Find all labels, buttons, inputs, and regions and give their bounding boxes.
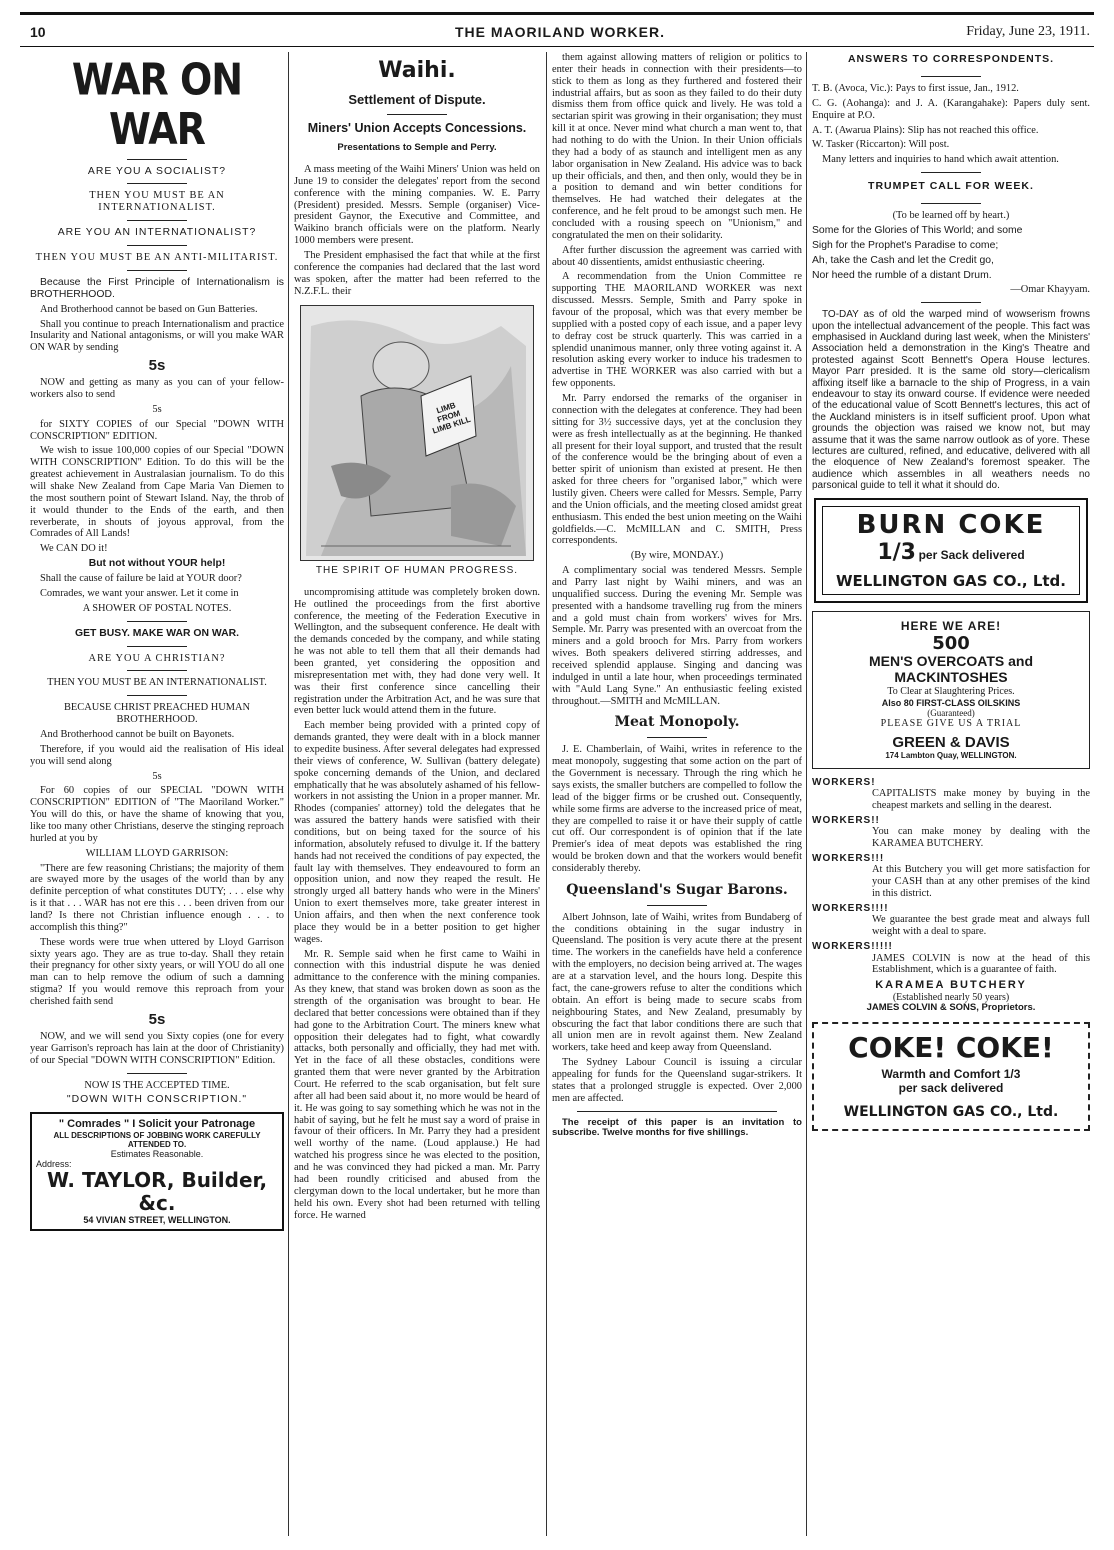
answer-item: T. B. (Avoca, Vic.): Pays to first issue, Jan., 1912. xyxy=(812,82,1019,94)
ad-line: PLEASE GIVE US A TRIAL xyxy=(880,718,1022,730)
paragraph: them against allowing matters of religion or politics to enter their heads in connection with their presidents—to stick to them as long as they furthered and fostered their industrial affairs, but as soon as they failed to do their duty dismiss them from office quick and lively. He was told a sectarian spirit was growing in their organisation; they must kill it at once. Never mind what church a man went to, that had nothing to do with the Union. In their Union officials they had a body of as staunch and intelligent men as any labor organisation in New Zealand. His advice was to back up their officials, and then, and then only, would they be in a position to demand and win better conditions for themselves. He had watched their delegates at the conference, and he felt proud to be amongst such men. He concluded with a rousing speech on "Unionism," and congratulated the men on their solidarity. xyxy=(552,52,802,241)
divider xyxy=(647,737,707,738)
column-divider xyxy=(288,52,289,1536)
verse-author: —Omar Khayyam. xyxy=(1010,284,1090,296)
workers-heading: WORKERS!!! xyxy=(812,853,885,865)
ad-price-note: per Sack delivered xyxy=(918,548,1025,563)
verse-line: Sigh for the Prophet's Paradise to come; xyxy=(812,239,999,251)
paragraph: Therefore, if you would aid the realisation of His ideal you will send along xyxy=(30,743,284,767)
paragraph: Because the First Principle of Internationalism is BROTHERHOOD. xyxy=(30,276,284,300)
verse-note: (To be learned off by heart.) xyxy=(892,210,1010,222)
ad-company: GREEN & DAVIS xyxy=(892,733,1010,751)
ad-price-line xyxy=(827,540,1075,565)
paragraph: for SIXTY COPIES of our Special "DOWN WITH CONSCRIPTION" EDITION. xyxy=(30,418,284,442)
divider xyxy=(127,670,187,671)
illustration-spirit-of-progress xyxy=(300,305,534,561)
divider xyxy=(127,220,187,221)
ad-line: Address: xyxy=(36,1159,72,1170)
header-rule xyxy=(20,46,1094,47)
column-waihi xyxy=(294,52,540,1538)
paragraph: Shall you continue to preach Internationalism and practice Insularity and National antagonisms, or will you make WAR ON WAR by sending xyxy=(30,318,284,354)
ad-line: " Comrades " I Solicit your Patronage xyxy=(58,1118,256,1131)
ad-address: 54 VIVIAN STREET, WELLINGTON. xyxy=(83,1215,231,1226)
paragraph: A recommendation from the Union Committee re supporting THE MAORILAND WORKER was next discussed. Messrs. Semple, Smith and Parry spoke in favour of the proposal, which was that every member be supplied with a posted copy of each issue, and a paper levy to defray cost be struck quarterly. This was carried in a splendid unanimous manner, only three voting against it. A resolution asking every worker to induce his tradesmen to advertise in THE WORKER was also carried with but a few opponents. xyxy=(552,271,802,390)
divider xyxy=(921,76,981,77)
paragraph: NOW and getting as many as you can of your fellow-workers also to send xyxy=(30,377,284,401)
divider xyxy=(127,270,187,271)
paragraph: After further discussion the agreement was carried with about 40 dissentients, amidst enthusiastic cheering. xyxy=(552,244,802,268)
workers-text: JAMES COLVIN is now at the head of this Establishment, which is a guarantee of faith. xyxy=(872,952,1090,976)
answer: THEN YOU MUST BE AN INTERNATIONALIST. xyxy=(47,677,267,689)
overcoat-advertisement xyxy=(812,611,1090,769)
article-headline: WAR ON WAR xyxy=(71,54,243,155)
subheadline: Presentations to Semple and Perry. xyxy=(337,142,497,154)
workers-heading: WORKERS!!!! xyxy=(812,903,889,915)
answer-item: A. T. (Awarua Plains): Slip has not reached this office. xyxy=(812,124,1039,136)
divider xyxy=(127,621,187,622)
divider xyxy=(577,1111,777,1112)
divider xyxy=(921,203,981,204)
paragraph: NOW, and we will send you Sixty copies (one for every year Garrison's reproach has lain at the door of Christianity) of our Special "DOWN WITH CONSCRIPTION" Edition. xyxy=(30,1030,284,1066)
slogan: NOW IS THE ACCEPTED TIME. xyxy=(84,1079,230,1091)
article-headline: Queensland's Sugar Barons. xyxy=(566,881,788,898)
coke-advertisement xyxy=(812,1022,1090,1131)
verse-line: Some for the Glories of This World; and some xyxy=(812,224,1023,236)
column-divider xyxy=(806,52,807,1536)
price: 5s xyxy=(148,357,166,375)
page-header xyxy=(30,24,1090,46)
section-title: TRUMPET CALL FOR WEEK. xyxy=(868,180,1034,193)
question: ARE YOU AN INTERNATIONALIST? xyxy=(57,227,257,239)
dateline: (By wire, MONDAY.) xyxy=(630,550,724,562)
paragraph: Each member being provided with a printed copy of demands granted, they were dealt with in a block manner to expedite business. After several delegates had expressed their views of conference, W. Sullivan (battery delegate) spoke concerning demands of the Union, and declared emphatically that he was absolutely ashamed of his fellow-workers in not assisting the Union in a proper manner. Mr. Rhodes (companies' attorney) told the delegates that he was assured the battery hands were satisfied with their conditions, but on being taxed for the source of his information, absolutely refused to divulge it. If the battery hands had not received the conditions of pay expected, the fault lay with themselves. They endeavoured to form an opposition union, and now they reaped the result. He strongly urged all battery hands who were in the Miners' Union to exert themselves more, take greater interest in Union affairs, and then when the next conference took place they would be in a better position to get higher wages. xyxy=(294,720,540,945)
ad-line: per sack delivered xyxy=(898,1080,1004,1095)
ad-headline: HERE WE ARE! xyxy=(900,619,1002,634)
ad-price: 1/3 xyxy=(877,540,916,566)
workers-heading: WORKERS!!!!! xyxy=(812,941,893,953)
divider xyxy=(647,905,707,906)
paragraph: But not without YOUR help! xyxy=(88,558,226,570)
divider xyxy=(921,172,981,173)
workers-text: At this Butchery you will get more satisfaction for your CASH than at any other premises of the kind in this district. xyxy=(872,864,1090,900)
illustration-caption: THE SPIRIT OF HUMAN PROGRESS. xyxy=(315,565,519,577)
subheadline: Settlement of Dispute. xyxy=(348,92,486,108)
workers-text: CAPITALISTS make money by buying in the cheapest markets and selling in the dearest. xyxy=(872,788,1090,812)
divider xyxy=(921,302,981,303)
workers-text: We guarantee the best grade meat and always full weight with a deal to spare. xyxy=(872,914,1090,938)
section-title: ANSWERS TO CORRESPONDENTS. xyxy=(847,53,1055,65)
paragraph: TO-DAY as of old the warped mind of wowserism frowns upon the intellectual advancement of the people. This fact was emphasised in Auckland during last week, when the Ministers' Association held a demonstration in the King's Theatre and protested against Scott Bennett's Opera House lectures. Mayor Parr presided. It is the same old story—clericalism affixing itself like a barnacle to the ship of Progress, in a vain endeavour to stay its onward course. If evidence were needed of the educational value of Scott Bennett's lectures, this act of the Auckland ministers is in itself sufficient proof. Upon what grounds the objection was raised we know not, but may assume that it was the same narrow outlook as of yore. These lectures are cultured, refined, and educative, delivered with all the eloquence of New Zealand's foremost speaker. The audience which assembles in all weathers needs no parsonical guide to tell it what it should do. xyxy=(812,309,1090,492)
ad-company: WELLINGTON GAS CO., Ltd. xyxy=(835,572,1066,591)
divider xyxy=(127,245,187,246)
paragraph: The Sydney Labour Council is issuing a circular appealing for funds for the Queensland sugar-strikers. It states that a prolonged struggle is expected. Over 2,000 men are affected. xyxy=(552,1057,802,1104)
paragraph: Shall the cause of failure be laid at YOUR door? xyxy=(40,573,242,585)
quote: "There are few reasoning Christians; the majority of them are swayed more by the usages of the world than by any definite perception of what constitutes DUTY; . . . else why is it that . . . WAR has not ere this . . . been driven from our land? Is there not Christian influence enough . . . to accomplish this thing?" xyxy=(30,862,284,933)
ad-line: (Guaranteed) xyxy=(927,708,975,719)
ad-count: 500 xyxy=(932,632,970,654)
slogan: "DOWN WITH CONSCRIPTION." xyxy=(66,1094,248,1106)
question: ARE YOU A CHRISTIAN? xyxy=(88,652,226,664)
ad-frame xyxy=(822,506,1080,596)
article-headline: Waihi. xyxy=(378,58,456,83)
answer: THEN YOU MUST BE AN ANTI-MILITARIST. xyxy=(35,252,279,264)
verse-line: Nor heed the rumble of a distant Drum. xyxy=(812,269,992,281)
subheadline: Miners' Union Accepts Concessions. xyxy=(307,120,527,135)
paragraph: WILLIAM LLOYD GARRISON: xyxy=(85,847,229,859)
ad-name: W. TAYLOR, Builder, &c. xyxy=(46,1168,268,1216)
newspaper-title: THE MAORILAND WORKER. xyxy=(455,24,665,40)
paragraph: We CAN DO it! xyxy=(40,543,108,555)
paragraph: Many letters and inquiries to hand which await attention. xyxy=(822,154,1059,166)
ad-headline: COKE! COKE! xyxy=(848,1031,1054,1065)
illustration-sign-text: LIMB FROM LIMB KILL xyxy=(431,401,472,436)
answer-item: W. Tasker (Riccarton): Will post. xyxy=(812,139,950,151)
answer: THEN YOU MUST BE AN INTERNATIONALIST. xyxy=(89,190,225,214)
article-headline: Meat Monopoly. xyxy=(614,714,740,731)
divider xyxy=(387,114,447,115)
column-war-on-war xyxy=(30,52,284,1538)
paragraph: uncompromising attitude was completely broken down. He outlined the proceedings from the first abortive conference, the meeting of the Federation Executive in Wellington, and the subsequent conference. He dealt with the demands conceded by the company, and while stating he was not able to tell them that all their demands had been granted, yet considering the opposition and misrepresentation met with, they had done very well. It was their first conference since cancelling their registration under the Arbitration Act, and he was sure that even better luck would attend them in the future. xyxy=(294,586,540,717)
burn-coke-advertisement xyxy=(814,498,1088,604)
divider xyxy=(127,695,187,696)
ad-line: Warmth and Comfort 1/3 xyxy=(881,1066,1021,1081)
builder-advertisement xyxy=(30,1112,284,1231)
paragraph: And Brotherhood cannot be based on Gun Batteries. xyxy=(40,303,258,315)
paragraph: Mr. R. Semple said when he first came to Waihi in connection with this industrial dispute he was denied admittance to the conference with the mining companies. As they knew, that stand was broken down as soon as the strength of the organisation was brought to bear. He declared that better concessions were obtained than if they had gone to the Arbitration Court. The miners knew what opposition their delegates had to fight, what cowardly attacks, both personally and officially, they had met with. Yet in the face of all these obstacles, conditions were granted them that were never granted by the Arbitration Court. He referred to the scab organisation, but felt sure after all had been said about it, no more would be heard of it. He was going to say something which he was not in the habit of saying, but he felt he must say a word of praise in favour of their officers. In Mr. Parry they had a president well worthy of the name. (Loud applause.) He had watched his progress since he was elected to the position, and he was convinced they had picked a man. Mr. Parry had been roundly criticised and abused from the clergyman down to the local undertaker, but he more than held his own. Every shot had been returned with telling force. He warned xyxy=(294,948,540,1221)
butchery-name: KARAMEA BUTCHERY xyxy=(875,979,1027,992)
paragraph: Mr. Parry endorsed the remarks of the organiser in connection with the delegates at conference. They had been sitting for 3½ successive days, yet at the conclusion they were as fresh intellectually as at the beginning. He thanked all present for their loyal support, and trusted that the result of the conference would be the bringing about of even a better spirit of unionism than existed at present. He then asked for three cheers for "organised labor," which were lustily given. Cheers were called for Messrs. Semple, Parry and the Union officials, and the meeting closed amidst great enthusiasm. This ended the best union meeting on the Waihi goldfields.—C. McMILLAN and C. SMITH, Press correspondents. xyxy=(552,393,802,547)
ad-line: Also 80 FIRST-CLASS OILSKINS xyxy=(881,697,1021,708)
divider xyxy=(127,183,187,184)
workers-heading: WORKERS! xyxy=(812,776,876,788)
ad-company: WELLINGTON GAS CO., Ltd. xyxy=(843,1104,1059,1121)
ad-line: Estimates Reasonable. xyxy=(110,1148,204,1159)
divider xyxy=(127,1073,187,1074)
paragraph: The President emphasised the fact that while at the first conference the companies had declared that the last word was spoken, after the matter had been referred to the N.Z.F.L. their xyxy=(294,249,540,297)
ad-address: 174 Lambton Quay, WELLINGTON. xyxy=(885,750,1017,760)
paragraph: A SHOWER OF POSTAL NOTES. xyxy=(82,602,232,614)
workers-text: You can make money by dealing with the KARAMEA BUTCHERY. xyxy=(872,826,1090,850)
paragraph: We wish to issue 100,000 copies of our Special "DOWN WITH CONSCRIPTION" Edition. To do this will be the greatest achievement in Australasian journalism. To do this will shake New Zealand from Cape Maria Van Diemen to the most southern point of Stewart Island. Nay, the throb of it would thunder to the Ends of the earth, and then reverberate, in shouts of joyous approval, from the Comrades of All Lands! xyxy=(30,445,284,540)
divider xyxy=(127,159,187,160)
ad-headline: BURN COKE xyxy=(856,509,1046,540)
butchery-established: (Established nearly 50 years) xyxy=(892,991,1010,1003)
divider xyxy=(127,646,187,647)
verse-line: Ah, take the Cash and let the Credit go, xyxy=(812,254,994,266)
top-rule xyxy=(20,12,1094,15)
paragraph: Albert Johnson, late of Waihi, writes from Bundaberg of the conditions obtaining in the sugar industry in Queensland. The position is very acute there at the present time. The workers in the canefields have held a conference with the employers, no decision being arrived at. The wages are at a starvation level, and the hours long. Despite this fact, the cane-growers refuse to alter the conditions which obtain. An effort is being made to secure scabs from neighbouring States, and New Zealand, presumably by obscuring the fact that labor conditions there are such that all union men are in revolt against them. New Zealand workers, take heed and keep away from Queensland. xyxy=(552,911,802,1054)
paragraph: Comrades, we want your answer. Let it come in xyxy=(40,587,239,599)
paragraph: And Brotherhood cannot be built on Bayonets. xyxy=(40,728,235,740)
answer-item: C. G. (Aohanga): and J. A. (Karangahake): Papers duly sent. Enquire at P.O. xyxy=(812,97,1090,121)
column-divider xyxy=(546,52,547,1536)
paragraph: A mass meeting of the Waihi Miners' Union was held on June 19 to consider the delegates' report from the second conference with the mining companies. W. E. Parry (President) presided. Messrs. Semple (organiser) Vice-president Gaynor, the Executive and Committee, and Waikino branch officials were on the platform. Nearly 1000 members were present. xyxy=(294,163,540,247)
column-ads xyxy=(812,52,1090,1538)
paragraph: BECAUSE CHRIST PREACHED HUMAN BROTHERHOOD. xyxy=(64,702,250,726)
paragraph: These words were true when uttered by Lloyd Garrison sixty years ago. They are as true to-day. Shall they retain their pregnancy for other sixty years, or will YOU do all one man can to help remove the odium of such a damning stigma? If you would remove this reproach from your cherished faith send xyxy=(30,936,284,1007)
paragraph: For 60 copies of our SPECIAL "DOWN WITH CONSCRIPTION" EDITION of "The Maoriland Worker." You will do this, or have the shame of knowing that you, like too many other Christians, deserve the stinging reproach hurled at you by xyxy=(30,785,284,844)
slogan: GET BUSY. MAKE WAR ON WAR. xyxy=(75,627,239,639)
price-small: 5s xyxy=(152,403,162,415)
butchery-proprietors: JAMES COLVIN & SONS, Proprietors. xyxy=(866,1002,1036,1014)
page-number: 10 xyxy=(30,24,46,40)
ad-line: ALL DESCRIPTIONS OF JOBBING WORK CAREFULLY ATTENDED TO. xyxy=(53,1130,261,1149)
subscription-notice: The receipt of this paper is an invitation to subscribe. Twelve months for five shillings. xyxy=(552,1116,802,1139)
column-continued xyxy=(552,52,802,1538)
price: 5s xyxy=(148,1010,166,1028)
question: ARE YOU A SOCIALIST? xyxy=(87,165,227,177)
paragraph: J. E. Chamberlain, of Waihi, writes in reference to the meat monopoly, suggesting that some action on the part of the Government is necessary. Through the ring which he says exists, the smaller butchers are compelled to follow the lead of the bigger firms or be crushed out. Consequently, while some firms are adverse to the increased price of meat, they are compelled to raise it or have their supply of cattle cut off. Our correspondent is of opinion that if the late Premier's idea of meat depots was established the ring would be broken down and that the workers would benefit considerably thereby. xyxy=(552,744,802,874)
workers-heading: WORKERS!! xyxy=(812,814,880,826)
paragraph: A complimentary social was tendered Messrs. Semple and Parry last night by Waihi miners, and was an unqualified success. During the evening Mr. Semple was presented with a handsome travelling rug from the miners and a gold must chain from workers' wives for Mrs. Semple. Mr. Parry was presented with an overcoat from the miners and a gold brooch for Mrs. Parry from workers wives. Both speakers delivered stirring addresses, and received splendid applause. Singing and dancing was indulged in until a late hour, when proceedings terminated with "Auld Lang Syne." An enthusiastic feeling existed throughout.—SMITH and McMILLAN. xyxy=(552,565,802,707)
issue-date: Friday, June 23, 1911. xyxy=(966,24,1090,39)
ad-line: To Clear at Slaughtering Prices. xyxy=(887,686,1015,698)
ad-product: MEN'S OVERCOATS and MACKINTOSHES xyxy=(868,653,1034,686)
price-small: 5s xyxy=(152,770,162,782)
